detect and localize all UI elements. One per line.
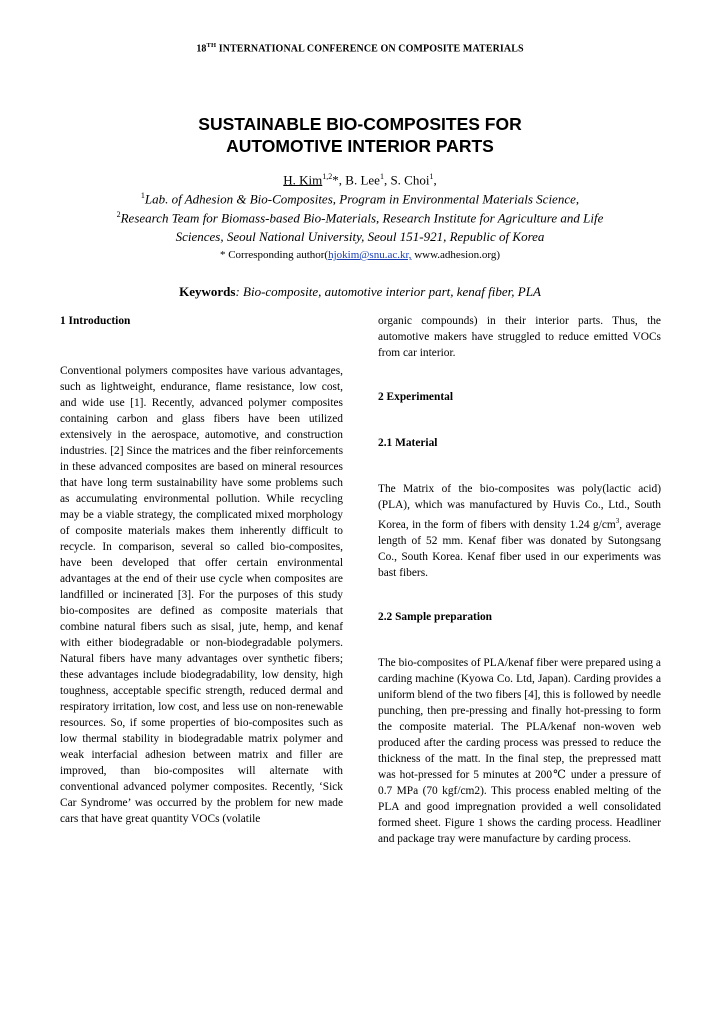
keywords-label: Keywords [179, 284, 236, 299]
section-heading-experimental: 2 Experimental [378, 391, 453, 403]
affiliation-2-line-2: Sciences, Seoul National University, Seoul 151-921, Republic of Korea [175, 229, 545, 244]
left-column [60, 313, 343, 827]
subsection-heading-sample-preparation: 2.2 Sample preparation [378, 610, 493, 623]
introduction-paragraph: Conventional polymers composites have various advantages, such as lightweight, endurance, flame resistance, low cost, and wide use [1]. Recently, advanced polymer composites containing carbon and glass fibers have been utilized extensively in the aerospace, automotive, and construction industries. [2] Since the matrices and the fiber reinforcements in these advanced composites are based on mineral resources that have long term sustainability have some problems such as accumulating environmental pollution. While recycling may be a viable strategy, the complicated mixed morphology of composite materials makes them inherently difficult to recycle. In comparison, several so called bio-composites, have been developed that offer certain environmental advantages at the end of their use cycle when composites are landfilled or incinerated [3]. For the purposes of this study bio-composites are defined as composite materials that combine natural fibers such as sisal, jute, hemp, and kenaf with either biodegradable or non-biodegradable polymers. Natural fibers have many advantages over synthetic fibers; these advantages include biodegradability, low density, high toughness, acceptable specific strength, reduced dermal and respiratory irritation, low cost, and less use on non-renewable resources. So, if some properties of bio-composites such as low thermal stability in biodegradable matrix polymer and weak interfacial adhesion between matrix and filler are improved, than bio-composites will alternate with conventional advanced polymer composites. Recently, ‘Sick Car Syndrome’ was occurred by the problem for new made cars that have great quantity VOCs (volatile [60, 365, 343, 825]
corresponding-author-name: H. Kim [283, 172, 323, 188]
conference-header: 18TH INTERNATIONAL CONFERENCE ON COMPOSITE MATERIALS [196, 42, 524, 55]
sample-preparation-paragraph: The bio-composites of PLA/kenaf fiber were prepared using a carding machine (Kyowa Co. Ltd, Japan). Carding provides a uniform blend of the two fibers [4], this is followed by needle punching, then pre-pressing and finally hot-pressing to form the composite material. The PLA/kenaf non-woven web produced after the carding process was pressed to reduce the thickness of the matt. In the final step, the prepressed matt was hot-pressed for 5 minutes at 200℃ under a pressure of 0.7 MPa (70 kgf/cm2). This process enabled melting of the PLA and good impregnation provided a well consolidated formed sheet. Figure 1 shows the carding process. Headliner and package tray were manufacture by carding process. [378, 656, 661, 845]
title-line-2: AUTOMOTIVE INTERIOR PARTS [226, 136, 494, 156]
title-line-1: SUSTAINABLE BIO-COMPOSITES FOR [198, 114, 522, 134]
right-column [378, 313, 661, 847]
author-list: H. Kim$^{1,2}$*, B. Lee$^1$, S. Choi$^1$, [283, 172, 437, 188]
section-heading-introduction: 1 Introduction [60, 315, 131, 327]
introduction-continuation: organic compounds) in their interior parts. Thus, the automotive makers have struggled to reduce emitted VOCs from car interior. [378, 315, 661, 359]
material-paragraph: The Matrix of the bio-composites was poly(lactic acid) (PLA), which was manufactured by Huvis Co., Ltd., South Korea, in the form of fibers with density 1.24 $g/cm^3$, average length of 52 mm. Kenaf fiber was donated by Sutongsang Co., South Korea. Kenaf fiber used in our experiments was bast fibers. [378, 483, 661, 579]
subsection-heading-material: 2.1 Material [378, 437, 438, 449]
keywords-text: : Bio-composite, automotive interior part, kenaf fiber, PLA [235, 284, 541, 299]
paper-title [0, 113, 720, 157]
corresponding-author: * Corresponding author(hjokim@snu.ac.kr, www.adhesion.org) [219, 249, 501, 261]
email-link[interactable]: hjokim@snu.ac.kr, [328, 249, 412, 261]
affiliation-1: $^1$Lab. of Adhesion & Bio-Composites, Program in Environmental Materials Science, [140, 191, 580, 207]
keywords [0, 284, 720, 300]
affiliation-2-line-1: $^2$Research Team for Biomass-based Bio-Materials, Research Institute for Agriculture and Life [116, 210, 604, 226]
